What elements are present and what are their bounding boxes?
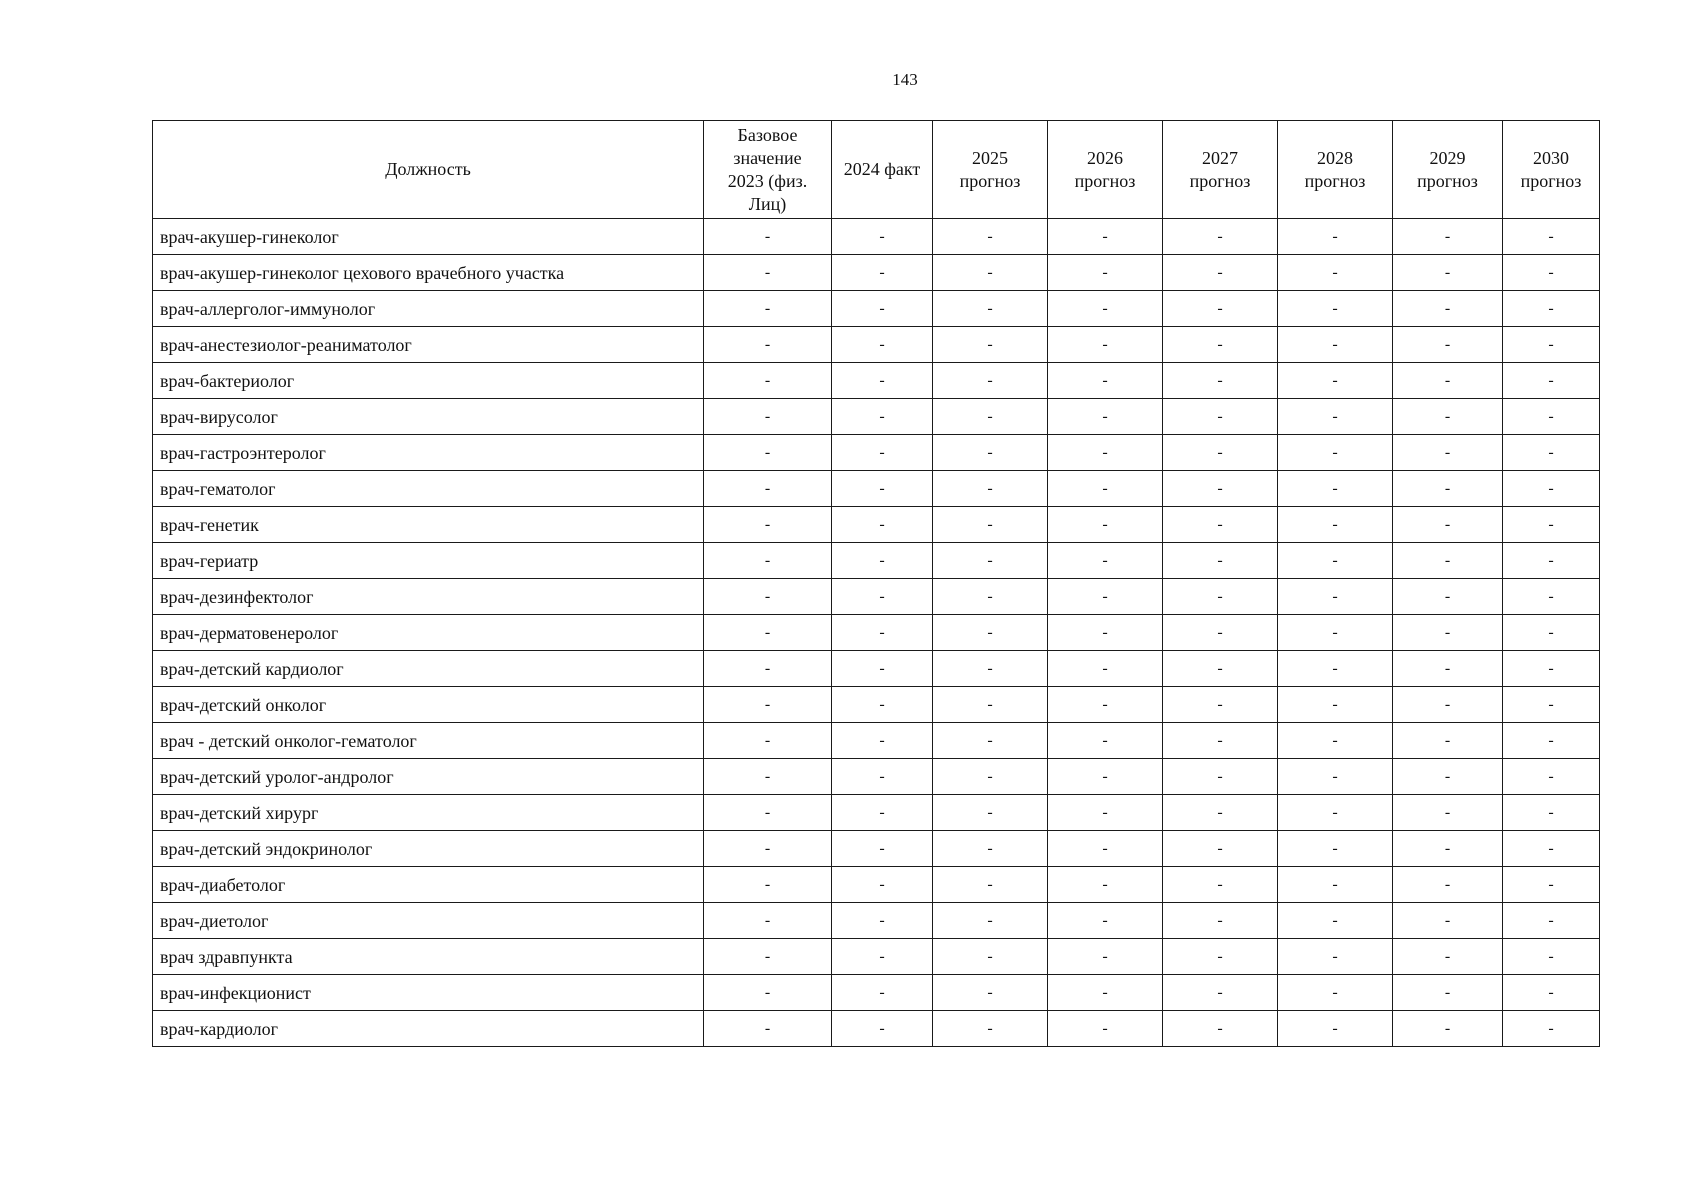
value-cell: - <box>1393 795 1503 831</box>
value-cell: - <box>1503 1011 1600 1047</box>
value-cell: - <box>704 255 832 291</box>
table-row <box>153 723 1600 759</box>
value-cell: - <box>704 507 832 543</box>
value-cell: - <box>933 363 1048 399</box>
value-cell: - <box>1048 255 1163 291</box>
value-cell: - <box>933 399 1048 435</box>
value-cell: - <box>1393 399 1503 435</box>
value-cell: - <box>1503 255 1600 291</box>
value-cell: - <box>1278 831 1393 867</box>
value-cell: - <box>1393 327 1503 363</box>
value-cell: - <box>1503 291 1600 327</box>
value-cell: - <box>704 327 832 363</box>
value-cell: - <box>832 435 933 471</box>
value-cell: - <box>1278 615 1393 651</box>
value-cell: - <box>933 867 1048 903</box>
table-row <box>153 507 1600 543</box>
position-name-cell: врач-детский кардиолог <box>153 651 704 687</box>
value-cell: - <box>933 471 1048 507</box>
value-cell: - <box>704 1011 832 1047</box>
value-cell: - <box>704 219 832 255</box>
value-cell: - <box>1278 795 1393 831</box>
value-cell: - <box>1048 291 1163 327</box>
value-cell: - <box>832 795 933 831</box>
value-cell: - <box>1048 975 1163 1011</box>
value-cell: - <box>1048 507 1163 543</box>
position-name-cell: врач - детский онколог-гематолог <box>153 723 704 759</box>
value-cell: - <box>704 471 832 507</box>
value-cell: - <box>1163 363 1278 399</box>
header-position: Должность <box>153 121 704 219</box>
value-cell: - <box>1048 723 1163 759</box>
position-name-cell: врач-дерматовенеролог <box>153 615 704 651</box>
value-cell: - <box>1163 327 1278 363</box>
value-cell: - <box>1163 615 1278 651</box>
value-cell: - <box>1393 579 1503 615</box>
value-cell: - <box>1163 687 1278 723</box>
value-cell: - <box>1393 903 1503 939</box>
value-cell: - <box>1048 795 1163 831</box>
value-cell: - <box>1503 867 1600 903</box>
value-cell: - <box>1393 615 1503 651</box>
value-cell: - <box>1163 543 1278 579</box>
value-cell: - <box>832 363 933 399</box>
value-cell: - <box>1278 579 1393 615</box>
value-cell: - <box>1163 759 1278 795</box>
value-cell: - <box>1163 723 1278 759</box>
table-header-row <box>153 121 1600 219</box>
value-cell: - <box>1393 651 1503 687</box>
value-cell: - <box>704 975 832 1011</box>
value-cell: - <box>832 723 933 759</box>
staffing-table <box>152 120 1600 1047</box>
position-name-cell: врач-диабетолог <box>153 867 704 903</box>
value-cell: - <box>832 543 933 579</box>
value-cell: - <box>933 435 1048 471</box>
value-cell: - <box>1048 759 1163 795</box>
value-cell: - <box>933 543 1048 579</box>
table-row <box>153 687 1600 723</box>
table-row <box>153 435 1600 471</box>
header-2025-forecast: 2025 прогноз <box>933 121 1048 219</box>
value-cell: - <box>704 291 832 327</box>
value-cell: - <box>1278 435 1393 471</box>
value-cell: - <box>1048 579 1163 615</box>
value-cell: - <box>933 723 1048 759</box>
value-cell: - <box>1048 543 1163 579</box>
value-cell: - <box>1503 975 1600 1011</box>
value-cell: - <box>1393 831 1503 867</box>
value-cell: - <box>1163 255 1278 291</box>
value-cell: - <box>832 219 933 255</box>
value-cell: - <box>1163 1011 1278 1047</box>
value-cell: - <box>1278 1011 1393 1047</box>
value-cell: - <box>832 507 933 543</box>
value-cell: - <box>1048 867 1163 903</box>
position-name-cell: врач-гематолог <box>153 471 704 507</box>
value-cell: - <box>1048 651 1163 687</box>
value-cell: - <box>1163 507 1278 543</box>
table-row <box>153 651 1600 687</box>
value-cell: - <box>1278 651 1393 687</box>
value-cell: - <box>1163 903 1278 939</box>
value-cell: - <box>1503 615 1600 651</box>
value-cell: - <box>1048 219 1163 255</box>
value-cell: - <box>832 471 933 507</box>
value-cell: - <box>933 615 1048 651</box>
value-cell: - <box>1503 435 1600 471</box>
value-cell: - <box>1048 831 1163 867</box>
value-cell: - <box>1278 219 1393 255</box>
value-cell: - <box>1503 363 1600 399</box>
value-cell: - <box>832 579 933 615</box>
value-cell: - <box>832 831 933 867</box>
header-base-2023: Базовое значение 2023 (физ. Лиц) <box>704 121 832 219</box>
position-name-cell: врач-гастроэнтеролог <box>153 435 704 471</box>
value-cell: - <box>704 831 832 867</box>
value-cell: - <box>704 363 832 399</box>
value-cell: - <box>1163 399 1278 435</box>
value-cell: - <box>1503 903 1600 939</box>
value-cell: - <box>1048 327 1163 363</box>
value-cell: - <box>1278 255 1393 291</box>
header-2028-forecast: 2028 прогноз <box>1278 121 1393 219</box>
value-cell: - <box>832 399 933 435</box>
value-cell: - <box>933 939 1048 975</box>
value-cell: - <box>704 399 832 435</box>
table-row <box>153 291 1600 327</box>
value-cell: - <box>704 687 832 723</box>
header-2027-forecast: 2027 прогноз <box>1163 121 1278 219</box>
value-cell: - <box>832 327 933 363</box>
table-row <box>153 579 1600 615</box>
position-name-cell: врач здравпункта <box>153 939 704 975</box>
value-cell: - <box>1503 471 1600 507</box>
position-name-cell: врач-акушер-гинеколог <box>153 219 704 255</box>
value-cell: - <box>1163 435 1278 471</box>
value-cell: - <box>1393 291 1503 327</box>
table-row <box>153 975 1600 1011</box>
header-2024-fact: 2024 факт <box>832 121 933 219</box>
position-name-cell: врач-детский эндокринолог <box>153 831 704 867</box>
table-row <box>153 795 1600 831</box>
value-cell: - <box>704 759 832 795</box>
value-cell: - <box>933 975 1048 1011</box>
value-cell: - <box>1048 615 1163 651</box>
value-cell: - <box>1278 759 1393 795</box>
table-row <box>153 903 1600 939</box>
value-cell: - <box>933 759 1048 795</box>
value-cell: - <box>933 219 1048 255</box>
value-cell: - <box>933 579 1048 615</box>
table-body <box>153 219 1600 1047</box>
value-cell: - <box>832 867 933 903</box>
table-row <box>153 1011 1600 1047</box>
value-cell: - <box>1163 795 1278 831</box>
value-cell: - <box>1393 867 1503 903</box>
value-cell: - <box>1048 363 1163 399</box>
value-cell: - <box>1393 507 1503 543</box>
table-row <box>153 831 1600 867</box>
value-cell: - <box>704 435 832 471</box>
value-cell: - <box>1393 543 1503 579</box>
value-cell: - <box>832 255 933 291</box>
value-cell: - <box>1278 903 1393 939</box>
value-cell: - <box>832 903 933 939</box>
value-cell: - <box>704 903 832 939</box>
position-name-cell: врач-дезинфектолог <box>153 579 704 615</box>
value-cell: - <box>1163 471 1278 507</box>
table-row <box>153 615 1600 651</box>
value-cell: - <box>832 687 933 723</box>
position-name-cell: врач-бактериолог <box>153 363 704 399</box>
value-cell: - <box>1503 219 1600 255</box>
table-row <box>153 543 1600 579</box>
value-cell: - <box>832 939 933 975</box>
position-name-cell: врач-гериатр <box>153 543 704 579</box>
value-cell: - <box>1278 975 1393 1011</box>
value-cell: - <box>1048 471 1163 507</box>
header-2030-forecast: 2030 прогноз <box>1503 121 1600 219</box>
value-cell: - <box>1278 687 1393 723</box>
position-name-cell: врач-детский уролог-андролог <box>153 759 704 795</box>
value-cell: - <box>704 723 832 759</box>
position-name-cell: врач-генетик <box>153 507 704 543</box>
value-cell: - <box>1393 975 1503 1011</box>
value-cell: - <box>1278 723 1393 759</box>
table-row <box>153 759 1600 795</box>
position-name-cell: врач-кардиолог <box>153 1011 704 1047</box>
table-row <box>153 255 1600 291</box>
value-cell: - <box>1163 579 1278 615</box>
value-cell: - <box>1503 651 1600 687</box>
table-row <box>153 399 1600 435</box>
position-name-cell: врач-анестезиолог-реаниматолог <box>153 327 704 363</box>
value-cell: - <box>1163 831 1278 867</box>
value-cell: - <box>704 939 832 975</box>
value-cell: - <box>933 795 1048 831</box>
value-cell: - <box>1393 759 1503 795</box>
value-cell: - <box>1278 399 1393 435</box>
position-name-cell: врач-вирусолог <box>153 399 704 435</box>
value-cell: - <box>1503 327 1600 363</box>
table-row <box>153 219 1600 255</box>
value-cell: - <box>832 291 933 327</box>
position-name-cell: врач-акушер-гинеколог цехового врачебного участка <box>153 255 704 291</box>
value-cell: - <box>704 651 832 687</box>
value-cell: - <box>1393 363 1503 399</box>
value-cell: - <box>933 651 1048 687</box>
value-cell: - <box>1278 327 1393 363</box>
value-cell: - <box>1503 939 1600 975</box>
position-name-cell: врач-детский онколог <box>153 687 704 723</box>
value-cell: - <box>704 579 832 615</box>
value-cell: - <box>1163 975 1278 1011</box>
value-cell: - <box>1163 651 1278 687</box>
value-cell: - <box>1503 543 1600 579</box>
value-cell: - <box>832 1011 933 1047</box>
value-cell: - <box>1393 723 1503 759</box>
value-cell: - <box>832 975 933 1011</box>
value-cell: - <box>933 507 1048 543</box>
value-cell: - <box>933 291 1048 327</box>
value-cell: - <box>1503 687 1600 723</box>
value-cell: - <box>1393 1011 1503 1047</box>
value-cell: - <box>704 795 832 831</box>
value-cell: - <box>704 867 832 903</box>
value-cell: - <box>1048 435 1163 471</box>
value-cell: - <box>1278 507 1393 543</box>
value-cell: - <box>1048 687 1163 723</box>
value-cell: - <box>832 615 933 651</box>
value-cell: - <box>933 255 1048 291</box>
table-row <box>153 327 1600 363</box>
value-cell: - <box>1278 939 1393 975</box>
value-cell: - <box>1503 399 1600 435</box>
value-cell: - <box>1048 399 1163 435</box>
table-row <box>153 939 1600 975</box>
header-2026-forecast: 2026 прогноз <box>1048 121 1163 219</box>
value-cell: - <box>1048 903 1163 939</box>
value-cell: - <box>1163 219 1278 255</box>
value-cell: - <box>1503 507 1600 543</box>
position-name-cell: врач-аллерголог-иммунолог <box>153 291 704 327</box>
value-cell: - <box>1048 939 1163 975</box>
position-name-cell: врач-детский хирург <box>153 795 704 831</box>
value-cell: - <box>704 543 832 579</box>
value-cell: - <box>1393 255 1503 291</box>
position-name-cell: врач-диетолог <box>153 903 704 939</box>
table-row <box>153 471 1600 507</box>
header-2029-forecast: 2029 прогноз <box>1393 121 1503 219</box>
value-cell: - <box>1048 1011 1163 1047</box>
value-cell: - <box>1163 939 1278 975</box>
value-cell: - <box>1503 579 1600 615</box>
value-cell: - <box>1278 867 1393 903</box>
value-cell: - <box>1393 939 1503 975</box>
value-cell: - <box>832 759 933 795</box>
table-row <box>153 363 1600 399</box>
value-cell: - <box>933 687 1048 723</box>
value-cell: - <box>1503 831 1600 867</box>
value-cell: - <box>1393 219 1503 255</box>
value-cell: - <box>1278 363 1393 399</box>
value-cell: - <box>1393 687 1503 723</box>
value-cell: - <box>933 831 1048 867</box>
value-cell: - <box>933 1011 1048 1047</box>
page-number: 143 <box>892 70 918 89</box>
value-cell: - <box>1393 471 1503 507</box>
value-cell: - <box>1393 435 1503 471</box>
value-cell: - <box>1163 867 1278 903</box>
value-cell: - <box>1278 543 1393 579</box>
value-cell: - <box>1503 795 1600 831</box>
value-cell: - <box>933 327 1048 363</box>
value-cell: - <box>933 903 1048 939</box>
position-name-cell: врач-инфекционист <box>153 975 704 1011</box>
value-cell: - <box>1503 759 1600 795</box>
value-cell: - <box>1503 723 1600 759</box>
value-cell: - <box>1163 291 1278 327</box>
value-cell: - <box>704 615 832 651</box>
value-cell: - <box>832 651 933 687</box>
value-cell: - <box>1278 471 1393 507</box>
table-row <box>153 867 1600 903</box>
value-cell: - <box>1278 291 1393 327</box>
